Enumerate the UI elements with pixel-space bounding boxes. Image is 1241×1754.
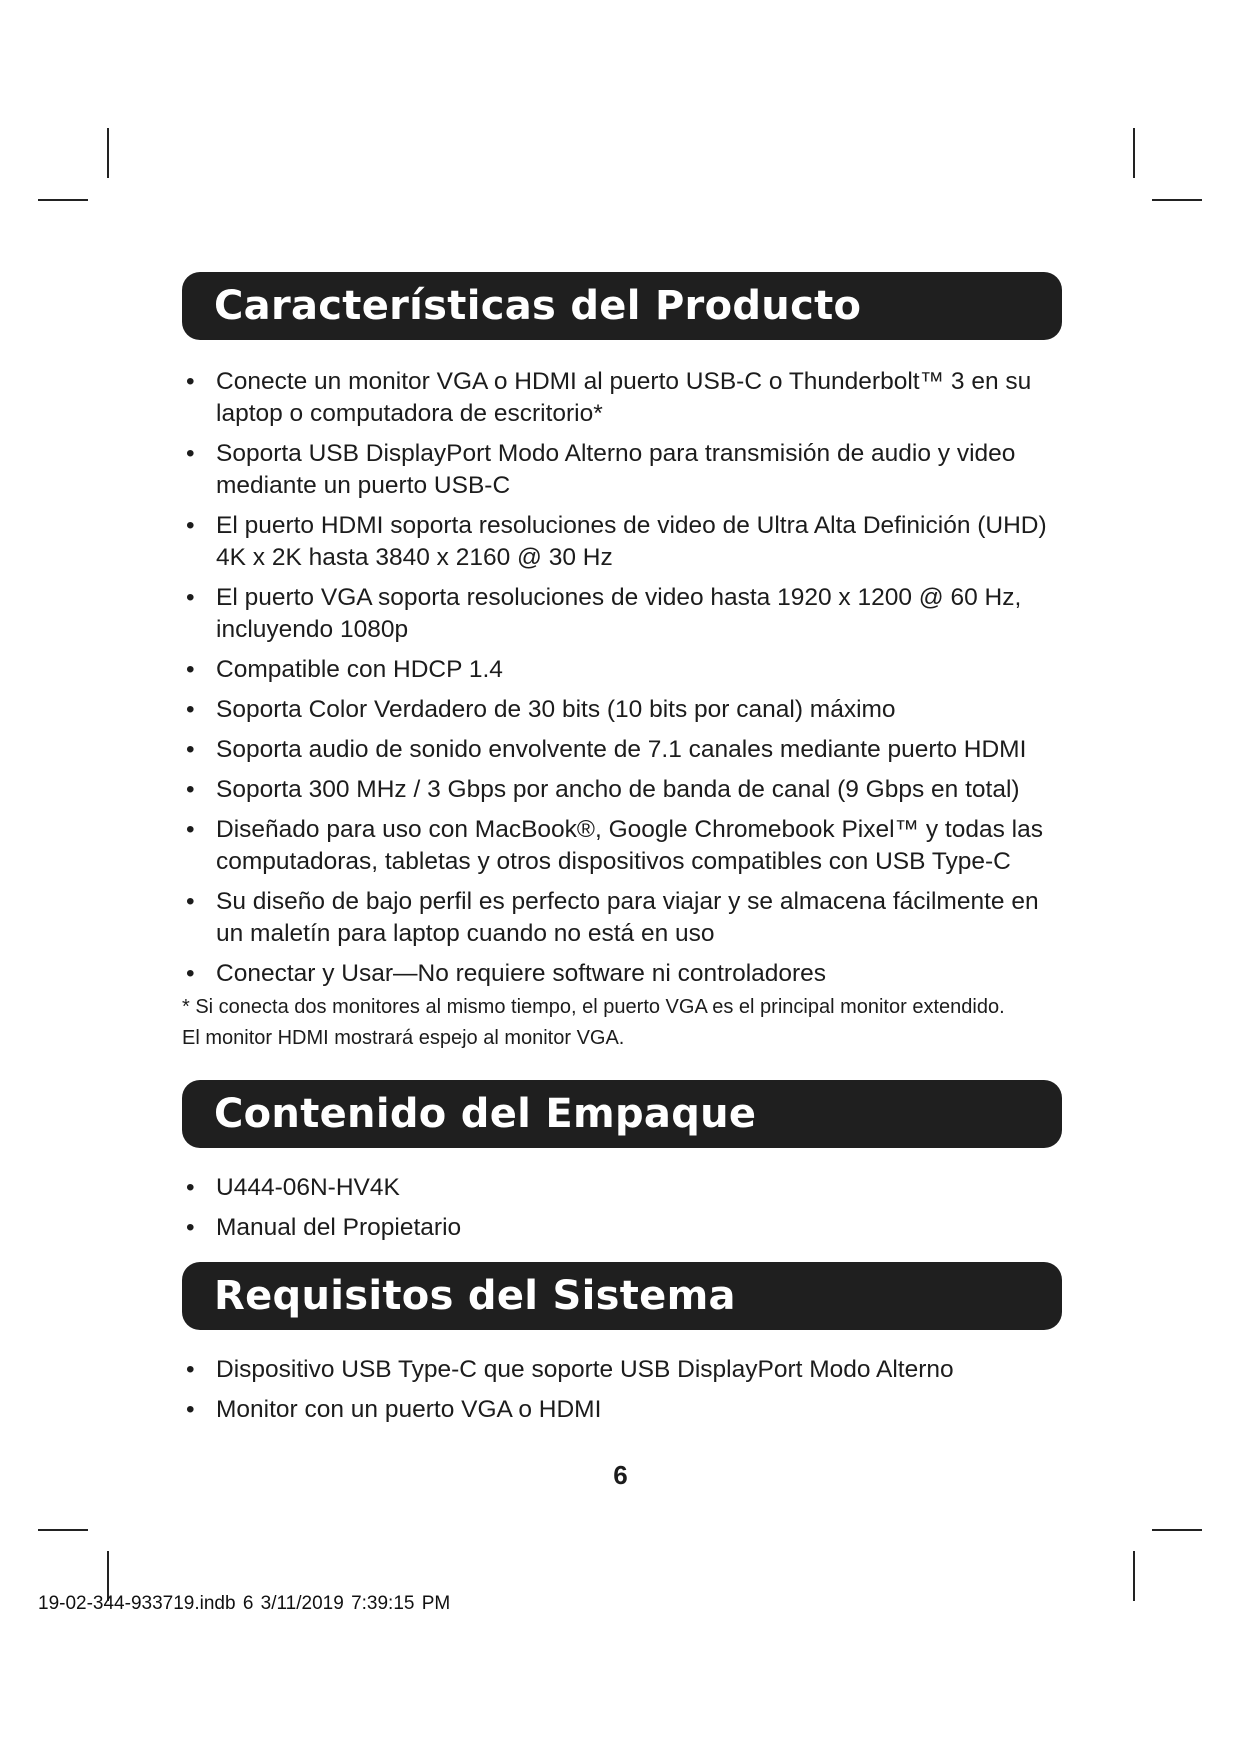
crop-mark-bottom-right-horizontal	[1152, 1529, 1202, 1531]
crop-mark-top-right-vertical	[1133, 128, 1135, 178]
list-item: • El puerto HDMI soporta resoluciones de video de Ultra Alta Definición (UHD) 4K x 2K hasta 3840 x 2160 @ 30 Hz	[186, 512, 1047, 571]
list-item: • Dispositivo USB Type-C que soporte USB DisplayPort Modo Alterno	[186, 1356, 954, 1383]
requirements-header	[182, 1262, 1062, 1330]
requirements-title: Requisitos del Sistema	[214, 1273, 736, 1319]
list-item: • Soporta Color Verdadero de 30 bits (10 bits por canal) máximo	[186, 696, 896, 723]
list-item: • Diseñado para uso con MacBook®, Google Chromebook Pixel™ y todas las computadoras, tabletas y otros dispositivos compatibles con USB Type-C	[186, 816, 1043, 875]
list-item: • Compatible con HDCP 1.4	[186, 656, 503, 683]
list-item: • Soporta USB DisplayPort Modo Alterno para transmisión de audio y video mediante un puerto USB-C	[186, 440, 1016, 499]
crop-mark-bottom-right-vertical	[1133, 1551, 1135, 1601]
list-item: • El puerto VGA soporta resoluciones de video hasta 1920 x 1200 @ 60 Hz, incluyendo 1080p	[186, 584, 1022, 643]
list-item: • Conectar y Usar—No requiere software ni controladores	[186, 960, 827, 987]
list-item: • Manual del Propietario	[186, 1214, 462, 1241]
features-title: Características del Producto	[214, 283, 862, 329]
features-header	[182, 272, 1062, 340]
requirements-list	[182, 1354, 1062, 1426]
print-slug: 19-02-344-933719.indb 6 3/11/2019 7:39:15 PM	[38, 1593, 451, 1614]
list-item: • Monitor con un puerto VGA o HDMI	[186, 1396, 602, 1423]
package-header	[182, 1080, 1062, 1148]
page-number: 6	[613, 1460, 628, 1490]
package-list	[182, 1172, 1062, 1244]
list-item: • Soporta 300 MHz / 3 Gbps por ancho de banda de canal (9 Gbps en total)	[186, 776, 1020, 803]
list-item: • U444-06N-HV4K	[186, 1174, 400, 1201]
package-title: Contenido del Empaque	[214, 1091, 757, 1137]
list-item: • Conecte un monitor VGA o HDMI al puerto USB-C o Thunderbolt™ 3 en su laptop o computadora de escritorio*	[186, 368, 1032, 427]
crop-mark-top-right-horizontal	[1152, 199, 1202, 201]
crop-mark-bottom-left-horizontal	[38, 1529, 88, 1531]
page-content	[182, 272, 1062, 1434]
crop-mark-top-left-horizontal	[38, 199, 88, 201]
list-item: • Soporta audio de sonido envolvente de 7.1 canales mediante puerto HDMI	[186, 736, 1027, 763]
list-item: • Su diseño de bajo perfil es perfecto para viajar y se almacena fácilmente en un maletín para laptop cuando no está en uso	[186, 888, 1039, 947]
crop-mark-top-left-vertical	[107, 128, 109, 178]
features-footnote: * Si conecta dos monitores al mismo tiempo, el puerto VGA es el principal monitor extendido. El monitor HDMI mostrará espejo al monitor VGA.	[182, 996, 1005, 1049]
features-list	[182, 366, 1062, 990]
